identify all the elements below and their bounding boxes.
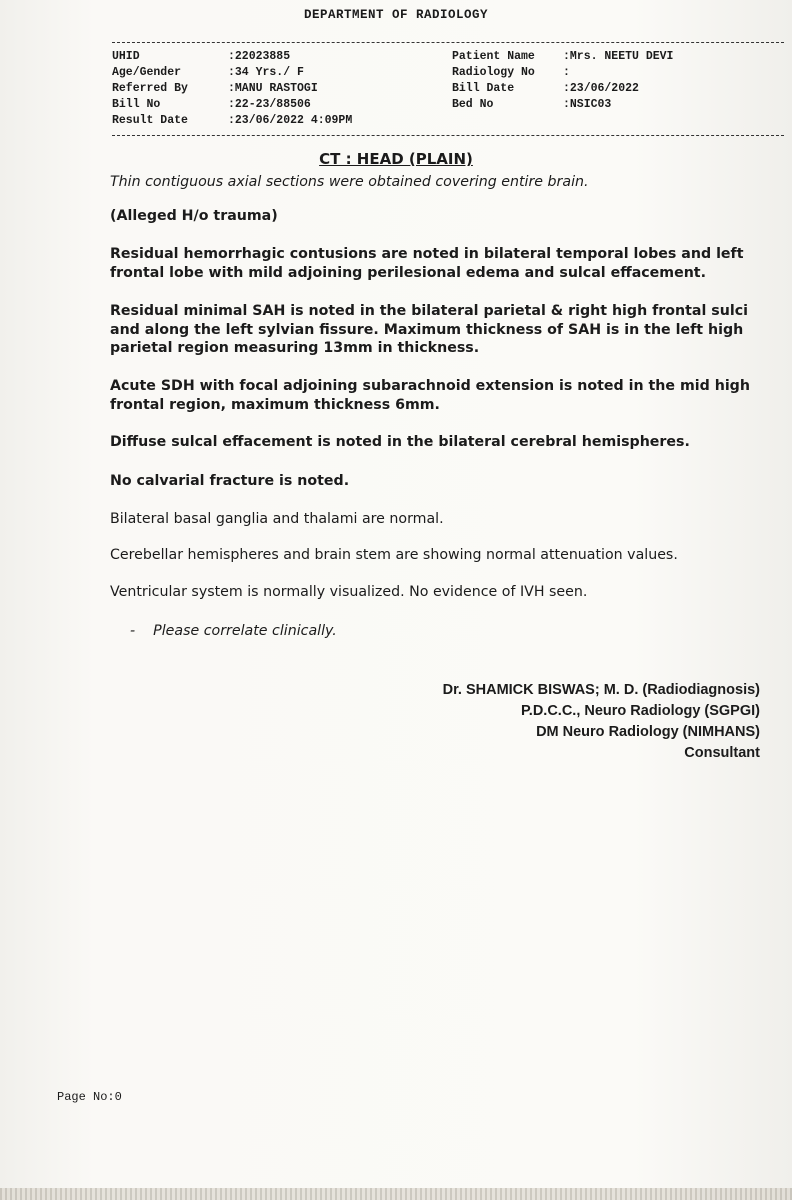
uhid-value: :22023885 — [228, 50, 291, 63]
result-date-label: Result Date — [112, 114, 188, 127]
finding-cerebellar: Cerebellar hemispheres and brain stem are showing normal attenuation values. — [110, 547, 678, 563]
signature-block — [443, 680, 760, 764]
bill-date-value: :23/06/2022 — [563, 82, 639, 95]
uhid-label: UHID — [112, 50, 140, 63]
signature-qualification-2: DM Neuro Radiology (NIMHANS) — [536, 724, 760, 740]
referred-by-value: :MANU RASTOGI — [228, 82, 318, 95]
patient-info-right — [452, 49, 782, 113]
result-date-row — [112, 113, 442, 129]
finding-sdh: Acute SDH with focal adjoining subarachnoid extension is noted in the mid high frontal region, maximum thickness 6mm. — [110, 378, 750, 413]
page-number: Page No:0 — [57, 1090, 122, 1104]
bill-no-row — [112, 97, 442, 113]
age-gender-value: :34 Yrs./ F — [228, 66, 304, 79]
patient-name-label: Patient Name — [452, 50, 535, 63]
finding-basal-ganglia: Bilateral basal ganglia and thalami are normal. — [110, 511, 444, 527]
age-gender-row — [112, 65, 442, 81]
top-divider — [112, 42, 784, 43]
bottom-divider — [112, 135, 784, 136]
report-title: CT : HEAD (PLAIN) — [319, 150, 473, 168]
history-text: (Alleged H/o trauma) — [110, 208, 278, 224]
bed-no-label: Bed No — [452, 98, 494, 111]
referred-by-label: Referred By — [112, 82, 188, 95]
bed-no-value: :NSIC03 — [563, 98, 612, 111]
radiology-no-row — [452, 65, 782, 81]
paper-edge — [0, 1188, 792, 1200]
result-date-value: :23/06/2022 4:09PM — [228, 114, 353, 127]
patient-info-left — [112, 49, 442, 129]
finding-sulcal-effacement: Diffuse sulcal effacement is noted in the bilateral cerebral hemispheres. — [110, 434, 690, 450]
advice-text: - Please correlate clinically. — [130, 623, 337, 639]
bill-no-label: Bill No — [112, 98, 161, 111]
bill-date-row — [452, 81, 782, 97]
patient-name-value: :Mrs. NEETU DEVI — [563, 50, 674, 63]
finding-calvarial: No calvarial fracture is noted. — [110, 473, 350, 489]
uhid-row — [112, 49, 442, 65]
age-gender-label: Age/Gender — [112, 66, 182, 79]
referred-by-row — [112, 81, 442, 97]
bed-no-row — [452, 97, 782, 113]
finding-ventricular: Ventricular system is normally visualized. No evidence of IVH seen. — [110, 584, 588, 600]
finding-contusions: Residual hemorrhagic contusions are noted in bilateral temporal lobes and left frontal lobe with mild adjoining perilesional edema and sulcal effacement. — [110, 246, 744, 281]
department-heading: DEPARTMENT OF RADIOLOGY — [303, 8, 489, 22]
finding-sah: Residual minimal SAH is noted in the bilateral parietal & right high frontal sulci and along the left sylvian fissure. Maximum thickness of SAH is in the left high parietal region measuring 13mm in thickness. — [110, 303, 748, 356]
signature-qualification-1: P.D.C.C., Neuro Radiology (SGPGI) — [520, 703, 760, 719]
patient-name-row — [452, 49, 782, 65]
radiology-no-label: Radiology No — [452, 66, 535, 79]
bill-no-value: :22-23/88506 — [228, 98, 311, 111]
radiology-no-value: : — [563, 66, 570, 79]
bill-date-label: Bill Date — [452, 82, 515, 95]
technique-text: Thin contiguous axial sections were obtained covering entire brain. — [110, 174, 589, 190]
signature-designation: Consultant — [684, 745, 760, 761]
signature-name: Dr. SHAMICK BISWAS; M. D. (Radiodiagnosis) — [442, 682, 760, 698]
